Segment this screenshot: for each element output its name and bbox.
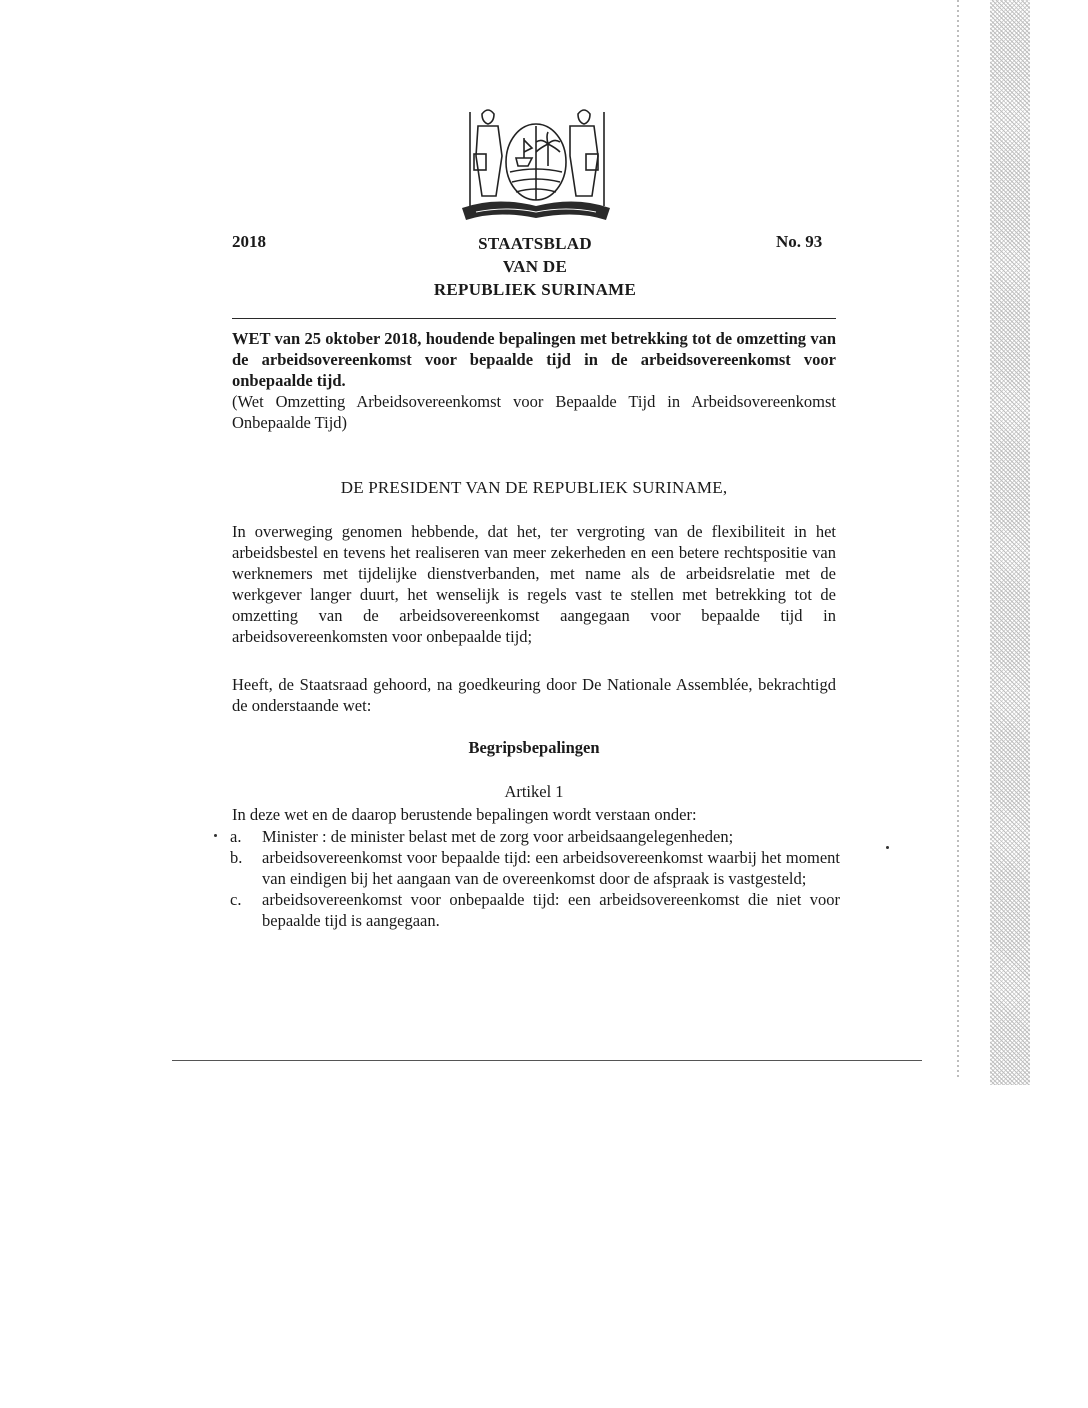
law-title (232, 328, 836, 433)
definition-letter: a. (230, 827, 242, 846)
law-title-main: WET van 25 oktober 2018, houdende bepalingen met betrekking tot de omzetting van de arbeidsovereenkomst voor bepaalde tijd in de arbeidsovereenkomst voor onbepaalde tijd. (232, 329, 836, 390)
definition-letter: c. (230, 890, 242, 909)
law-short-title: (Wet Omzetting Arbeidsovereenkomst voor Bepaalde Tijd in Arbeidsovereenkomst Onbepaalde Tijd) (232, 392, 836, 432)
article-intro: In deze wet en de daarop berustende bepalingen wordt verstaan onder: (232, 805, 697, 824)
scan-edge-line (957, 0, 959, 1080)
header-title-line: REPUBLIEK SURINAME (433, 280, 637, 299)
definition-text: Minister : de minister belast met de zorg voor arbeidsaangelegenheden; (262, 827, 734, 846)
definition-text: arbeidsovereenkomst voor bepaalde tijd: een arbeidsovereenkomst waarbij het moment van eindigen bij het aangaan van de overeenkomst door de afspraak is vastgesteld; (262, 848, 840, 888)
footer-divider (172, 1060, 922, 1061)
definition-letter: b. (230, 848, 243, 867)
definitions-list (230, 826, 840, 931)
definition-text: arbeidsovereenkomst voor onbepaalde tijd: een arbeidsovereenkomst die niet voor bepaalde tijd is aangegaan. (262, 890, 840, 930)
definition-item (230, 826, 840, 847)
scan-speck (886, 846, 889, 849)
article-label: Artikel 1 (504, 782, 564, 801)
header-number: No. 93 (776, 232, 823, 251)
header-title (380, 232, 690, 301)
header-year: 2018 (232, 232, 266, 251)
header-title-line: VAN DE (502, 257, 568, 276)
enactment-paragraph: Heeft, de Staatsraad gehoord, na goedkeuring door De Nationale Assemblée, bekrachtigd de onderstaande wet: (232, 675, 836, 715)
definition-item (230, 847, 840, 889)
header-divider (232, 318, 836, 319)
president-heading: DE PRESIDENT VAN DE REPUBLIEK SURINAME, (340, 478, 728, 497)
consideration-paragraph: In overweging genomen hebbende, dat het, ter vergroting van de flexibiliteit in het arbeidsbestel en tevens het realiseren van meer zekerheden en een betere rechtspositie van werknemers met tijdelijke dienstverbanden, met name als de arbeidsrelatie met de werkgever langer duurt, het wenselijk is regels vast te stellen met betrekking tot de omzetting van de arbeidsovereenkomst aangegaan voor bepaalde tijd in arbeidsovereenkomsten voor onbepaalde tijd; (232, 522, 836, 646)
definition-item (230, 889, 840, 931)
section-heading: Begripsbepalingen (468, 738, 600, 757)
header-title-line: STAATSBLAD (478, 234, 592, 253)
coat-of-arms-icon (456, 96, 616, 224)
scan-speck (214, 834, 217, 837)
scan-edge-noise (990, 0, 1030, 1085)
